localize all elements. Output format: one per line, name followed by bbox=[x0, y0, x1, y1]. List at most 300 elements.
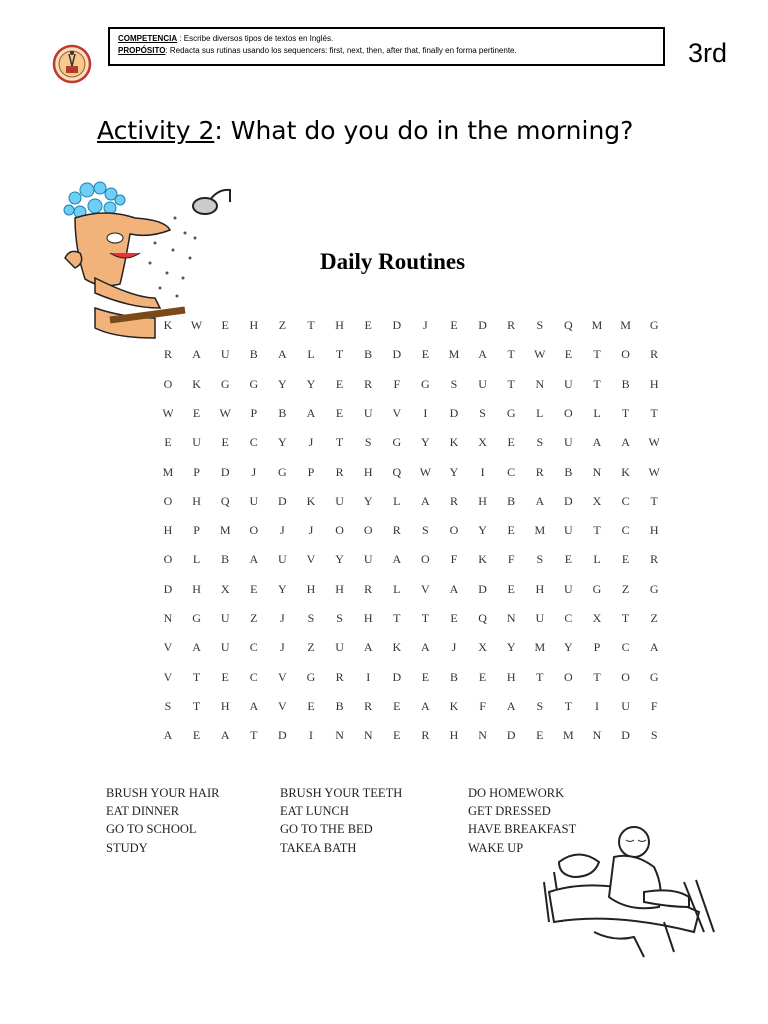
grid-letter: O bbox=[421, 552, 430, 567]
grid-letter: I bbox=[366, 669, 371, 684]
grid-letter: T bbox=[507, 347, 515, 362]
grid-letter: T bbox=[335, 435, 344, 450]
grid-letter: S bbox=[536, 318, 544, 332]
grid-letter: L bbox=[393, 581, 401, 596]
grid-letter: E bbox=[307, 698, 315, 713]
grid-letter: H bbox=[192, 581, 201, 596]
grid-letter: V bbox=[278, 698, 287, 713]
grid-letter: A bbox=[249, 698, 259, 713]
grid-letter: R bbox=[507, 318, 516, 332]
grid-letter: B bbox=[449, 669, 458, 684]
grid-letter: E bbox=[393, 728, 401, 743]
grid-letter: C bbox=[621, 493, 630, 508]
grid-letter: T bbox=[421, 611, 430, 625]
grid-letter: T bbox=[621, 611, 630, 625]
grid-letter: U bbox=[220, 611, 230, 625]
grid-letter: K bbox=[621, 464, 630, 479]
grid-letter: G bbox=[392, 435, 402, 450]
grid-letter: E bbox=[507, 435, 515, 450]
grid-letter: M bbox=[591, 318, 603, 332]
grid-letter: R bbox=[335, 464, 344, 479]
grid-letter: G bbox=[649, 669, 659, 684]
grid-letter: Y bbox=[421, 435, 430, 450]
grid-letter: E bbox=[335, 405, 344, 420]
grid-letter: E bbox=[450, 611, 458, 625]
grid-letter: E bbox=[221, 318, 229, 332]
grid-letter: D bbox=[278, 493, 287, 508]
grid-letter: X bbox=[592, 611, 602, 625]
grid-row bbox=[158, 611, 668, 631]
grid-letter: L bbox=[192, 552, 201, 567]
grid-letter: H bbox=[192, 493, 201, 508]
grid-letter: M bbox=[534, 640, 546, 655]
grid-letter: U bbox=[335, 640, 344, 655]
grid-letter: X bbox=[592, 493, 602, 508]
word-item: EAT DINNER bbox=[106, 804, 180, 819]
grid-letter: R bbox=[392, 523, 401, 538]
grid-letter: Z bbox=[650, 611, 658, 625]
proposito-text: : Redacta sus rutinas usando los sequencers: first, next, then, after that, finally en forma pertinente. bbox=[165, 46, 517, 55]
grid-letter: U bbox=[564, 435, 573, 450]
grid-letter: B bbox=[335, 698, 344, 713]
grid-letter: F bbox=[650, 698, 658, 713]
grid-letter: S bbox=[536, 435, 544, 450]
grid-letter: T bbox=[536, 669, 544, 684]
grid-row bbox=[158, 670, 668, 690]
grid-letter: R bbox=[650, 552, 659, 567]
grid-letter: O bbox=[163, 552, 173, 567]
grid-letter: B bbox=[364, 347, 373, 362]
grid-letter: Y bbox=[278, 376, 287, 391]
grid-letter: E bbox=[250, 581, 258, 596]
grid-letter: O bbox=[249, 523, 259, 538]
grid-letter: P bbox=[250, 405, 258, 420]
grid-letter: O bbox=[621, 347, 630, 362]
grid-letter: H bbox=[306, 581, 316, 596]
grid-letter: T bbox=[507, 376, 515, 391]
word-search-grid bbox=[158, 318, 668, 758]
grid-letter: J bbox=[308, 435, 314, 450]
grid-letter: S bbox=[536, 698, 544, 713]
grid-letter: S bbox=[364, 435, 372, 450]
grid-letter: U bbox=[564, 523, 573, 538]
grid-letter: E bbox=[393, 698, 401, 713]
grid-letter: A bbox=[449, 581, 459, 596]
grid-letter: V bbox=[392, 405, 402, 420]
word-item: GET DRESSED bbox=[468, 804, 551, 819]
grid-letter: K bbox=[449, 435, 459, 450]
grid-letter: Y bbox=[335, 552, 344, 567]
grid-letter: K bbox=[163, 318, 173, 332]
grid-letter: K bbox=[192, 376, 201, 391]
grid-letter: O bbox=[564, 669, 573, 684]
grid-letter: O bbox=[163, 376, 173, 391]
grid-letter: B bbox=[564, 464, 573, 479]
grid-letter: C bbox=[507, 464, 516, 479]
grid-letter: N bbox=[592, 464, 602, 479]
grid-letter: B bbox=[221, 552, 230, 567]
grid-letter: S bbox=[479, 405, 486, 420]
grid-letter: M bbox=[563, 728, 574, 743]
grid-letter: C bbox=[621, 640, 630, 655]
grid-letter: G bbox=[249, 376, 259, 391]
grid-letter: U bbox=[335, 493, 344, 508]
grid-letter: R bbox=[449, 493, 458, 508]
grid-letter: W bbox=[534, 347, 546, 362]
grid-letter: A bbox=[621, 435, 630, 450]
grid-letter: N bbox=[335, 728, 344, 743]
grid-letter: T bbox=[335, 347, 344, 362]
grid-letter: B bbox=[249, 347, 258, 362]
grid-letter: E bbox=[421, 347, 430, 362]
grid-letter: Q bbox=[392, 464, 402, 479]
grid-letter: V bbox=[421, 581, 430, 596]
grid-letter: F bbox=[479, 698, 486, 713]
grid-letter: Z bbox=[250, 611, 258, 625]
grid-letter: A bbox=[192, 347, 201, 362]
grid-letter: H bbox=[335, 581, 344, 596]
grid-letter: D bbox=[478, 318, 487, 332]
grid-letter: Q bbox=[564, 318, 573, 332]
grid-letter: G bbox=[421, 376, 430, 391]
grid-letter: U bbox=[363, 405, 373, 420]
grid-letter: C bbox=[249, 669, 258, 684]
word-column-1 bbox=[106, 784, 219, 857]
grid-letter: T bbox=[593, 347, 601, 362]
grid-letter: E bbox=[364, 318, 372, 332]
grid-letter: U bbox=[220, 640, 230, 655]
grid-letter: S bbox=[422, 523, 429, 538]
grid-row bbox=[158, 523, 668, 543]
grid-letter: B bbox=[621, 376, 630, 391]
grid-letter: L bbox=[593, 405, 601, 420]
grid-letter: V bbox=[163, 669, 173, 684]
grid-letter: L bbox=[536, 405, 544, 420]
competencia-line bbox=[118, 33, 655, 45]
grid-letter: E bbox=[192, 405, 201, 420]
grid-letter: R bbox=[421, 728, 430, 743]
grid-row bbox=[158, 318, 668, 338]
grid-letter: N bbox=[592, 728, 602, 743]
grid-letter: A bbox=[249, 552, 259, 567]
grid-letter: A bbox=[649, 640, 659, 655]
grid-letter: U bbox=[564, 581, 573, 596]
grid-letter: E bbox=[564, 552, 573, 567]
grid-letter: P bbox=[193, 523, 200, 538]
grid-letter: D bbox=[564, 493, 573, 508]
grid-letter: H bbox=[649, 523, 659, 538]
grid-letter: X bbox=[478, 435, 487, 450]
grid-letter: P bbox=[193, 464, 200, 479]
grid-letter: D bbox=[621, 728, 630, 743]
grid-letter: X bbox=[478, 640, 487, 655]
grid-letter: R bbox=[535, 464, 544, 479]
grid-letter: E bbox=[507, 523, 515, 538]
grid-letter: O bbox=[363, 523, 373, 538]
grid-letter: A bbox=[306, 405, 316, 420]
grid-letter: U bbox=[192, 435, 201, 450]
word-item: TAKEA BATH bbox=[280, 840, 357, 855]
grid-letter: H bbox=[220, 698, 230, 713]
grid-letter: H bbox=[163, 523, 173, 538]
grid-letter: U bbox=[621, 698, 630, 713]
grid-row bbox=[158, 406, 668, 426]
word-column-2 bbox=[280, 784, 402, 857]
grid-letter: D bbox=[220, 464, 230, 479]
grid-letter: A bbox=[363, 640, 373, 655]
grid-letter: A bbox=[506, 698, 516, 713]
word-item: EAT LUNCH bbox=[280, 804, 349, 819]
grid-letter: N bbox=[535, 376, 545, 391]
grid-letter: I bbox=[423, 405, 428, 420]
grid-letter: W bbox=[219, 405, 231, 420]
grid-letter: U bbox=[535, 611, 545, 625]
grid-letter: A bbox=[392, 552, 402, 567]
grid-letter: G bbox=[506, 405, 516, 420]
grid-letter: W bbox=[648, 464, 660, 479]
grid-letter: L bbox=[307, 347, 315, 362]
grid-letter: S bbox=[450, 376, 458, 391]
grid-letter: U bbox=[278, 552, 287, 567]
word-item: DO HOMEWORK bbox=[468, 786, 565, 800]
activity-heading bbox=[97, 116, 633, 145]
grid-letter: U bbox=[478, 376, 487, 391]
grid-letter: O bbox=[335, 523, 344, 538]
grid-row bbox=[158, 435, 668, 455]
grid-letter: H bbox=[649, 376, 659, 391]
grid-letter: U bbox=[249, 493, 259, 508]
grid-letter: Z bbox=[307, 640, 315, 655]
grade-label: 3rd bbox=[688, 38, 728, 68]
grid-letter: R bbox=[364, 698, 373, 713]
grid-letter: C bbox=[249, 435, 258, 450]
grid-letter: C bbox=[564, 611, 573, 625]
grid-letter: T bbox=[650, 405, 658, 420]
grid-letter: S bbox=[336, 611, 343, 625]
grid-letter: Q bbox=[220, 493, 230, 508]
grid-letter: E bbox=[621, 552, 630, 567]
grid-letter: F bbox=[507, 552, 515, 567]
grid-letter: A bbox=[421, 640, 430, 655]
grid-letter: A bbox=[220, 728, 230, 743]
grid-letter: H bbox=[449, 728, 459, 743]
grid-letter: E bbox=[221, 669, 229, 684]
grid-letter: T bbox=[593, 376, 601, 391]
grid-letter: G bbox=[592, 581, 602, 596]
word-item: GO TO SCHOOL bbox=[106, 822, 197, 837]
grid-letter: M bbox=[620, 318, 631, 332]
grid-letter: R bbox=[163, 347, 172, 362]
grid-letter: N bbox=[363, 728, 373, 743]
proposito-line bbox=[118, 45, 655, 57]
grid-letter: A bbox=[421, 698, 430, 713]
word-item: BRUSH YOUR HAIR bbox=[106, 786, 220, 800]
grid-letter: K bbox=[392, 640, 402, 655]
grid-letter: Z bbox=[278, 318, 287, 332]
grid-letter: J bbox=[280, 611, 285, 625]
grid-letter: J bbox=[451, 640, 457, 655]
grid-letter: E bbox=[536, 728, 544, 743]
grid-row bbox=[158, 640, 668, 660]
grid-letter: N bbox=[506, 611, 516, 625]
grid-letter: Y bbox=[506, 640, 516, 655]
grid-letter: T bbox=[621, 405, 630, 420]
grid-row bbox=[158, 494, 668, 514]
grid-letter: G bbox=[278, 464, 287, 479]
grid-letter: M bbox=[534, 523, 546, 538]
competencia-text: : Escribe diversos tipos de textos en Inglés. bbox=[177, 34, 334, 43]
grid-letter: R bbox=[364, 581, 373, 596]
grid-letter: S bbox=[536, 552, 544, 567]
grid-letter: J bbox=[251, 464, 257, 479]
grid-letter: Y bbox=[564, 640, 573, 655]
activity-question: : What do you do in the morning? bbox=[214, 116, 634, 145]
grid-letter: M bbox=[162, 464, 174, 479]
grid-row bbox=[158, 552, 668, 572]
grid-letter: T bbox=[250, 728, 258, 743]
grid-letter: T bbox=[593, 523, 601, 538]
grid-letter: S bbox=[650, 728, 658, 743]
grid-letter: R bbox=[364, 376, 373, 391]
grid-letter: Y bbox=[278, 581, 287, 596]
grid-letter: H bbox=[478, 493, 487, 508]
grid-letter: E bbox=[221, 435, 229, 450]
grid-letter: Z bbox=[621, 581, 630, 596]
grid-letter: T bbox=[192, 669, 201, 684]
word-item: HAVE BREAKFAST bbox=[468, 822, 577, 837]
grid-letter: D bbox=[278, 728, 287, 743]
grid-letter: B bbox=[507, 493, 516, 508]
grid-letter: T bbox=[393, 611, 401, 625]
grid-letter: U bbox=[220, 347, 230, 362]
sleeping-man-cartoon-icon bbox=[534, 822, 716, 962]
grid-letter: V bbox=[163, 640, 173, 655]
grid-letter: T bbox=[192, 698, 201, 713]
grid-letter: J bbox=[308, 523, 314, 538]
grid-letter: D bbox=[392, 347, 402, 362]
grid-letter: S bbox=[164, 698, 172, 713]
grid-letter: A bbox=[163, 728, 173, 743]
grid-letter: Y bbox=[363, 493, 373, 508]
grid-letter: E bbox=[564, 347, 573, 362]
grid-row bbox=[158, 465, 668, 485]
grid-letter: I bbox=[480, 464, 485, 479]
grid-letter: H bbox=[506, 669, 516, 684]
puzzle-title: Daily Routines bbox=[320, 249, 466, 274]
grid-row bbox=[158, 582, 668, 602]
grid-letter: J bbox=[280, 640, 285, 655]
grid-letter: Y bbox=[278, 435, 287, 450]
grid-letter: P bbox=[307, 464, 315, 479]
grid-letter: G bbox=[306, 669, 316, 684]
grid-letter: V bbox=[306, 552, 316, 567]
grid-letter: X bbox=[220, 581, 230, 596]
grid-letter: A bbox=[192, 640, 201, 655]
grid-letter: I bbox=[595, 698, 599, 713]
grid-letter: D bbox=[392, 669, 402, 684]
grid-letter: H bbox=[363, 611, 373, 625]
grid-letter: J bbox=[280, 523, 285, 538]
grid-letter: D bbox=[506, 728, 516, 743]
grid-letter: E bbox=[450, 318, 458, 332]
grid-letter: L bbox=[593, 552, 601, 567]
grid-letter: D bbox=[478, 581, 487, 596]
grid-letter: G bbox=[649, 581, 659, 596]
word-item: STUDY bbox=[106, 840, 148, 855]
grid-letter: C bbox=[621, 523, 630, 538]
word-item: BRUSH YOUR TEETH bbox=[280, 786, 403, 800]
grid-letter: J bbox=[423, 318, 428, 332]
grid-letter: C bbox=[249, 640, 258, 655]
grid-letter: T bbox=[650, 493, 658, 508]
proposito-label: PROPÓSITO bbox=[118, 46, 166, 55]
grid-letter: H bbox=[249, 318, 259, 332]
grid-letter: G bbox=[220, 376, 230, 391]
grid-letter: V bbox=[278, 669, 287, 684]
grid-letter: F bbox=[393, 376, 401, 391]
grid-letter: U bbox=[363, 552, 373, 567]
grid-letter: W bbox=[162, 405, 174, 420]
grid-letter: E bbox=[335, 376, 344, 391]
grid-row bbox=[158, 347, 668, 367]
grid-letter: E bbox=[507, 581, 515, 596]
grid-letter: D bbox=[392, 318, 402, 332]
grid-letter: T bbox=[593, 669, 601, 684]
grid-letter: K bbox=[449, 698, 459, 713]
grid-letter: E bbox=[192, 728, 201, 743]
grid-letter: H bbox=[363, 464, 373, 479]
grid-letter: F bbox=[450, 552, 458, 567]
grid-letter: N bbox=[478, 728, 487, 743]
grid-letter: Y bbox=[478, 523, 487, 538]
school-logo-icon bbox=[52, 44, 92, 84]
grid-row bbox=[158, 377, 668, 397]
grid-letter: W bbox=[648, 435, 660, 450]
grid-letter: G bbox=[192, 611, 201, 625]
header-box bbox=[108, 27, 665, 66]
grid-letter: L bbox=[393, 493, 401, 508]
grid-letter: Y bbox=[306, 376, 316, 391]
grid-letter: A bbox=[278, 347, 287, 362]
grid-letter: M bbox=[219, 523, 231, 538]
grid-letter: E bbox=[421, 669, 430, 684]
grid-letter: O bbox=[621, 669, 630, 684]
grid-letter: R bbox=[650, 347, 659, 362]
grid-letter: E bbox=[478, 669, 487, 684]
grid-letter: B bbox=[278, 405, 287, 420]
grid-letter: T bbox=[564, 698, 573, 713]
activity-label: Activity 2 bbox=[97, 116, 215, 145]
grid-letter: S bbox=[307, 611, 315, 625]
grid-letter: Y bbox=[449, 464, 459, 479]
grid-letter: H bbox=[335, 318, 344, 332]
grid-letter: R bbox=[335, 669, 344, 684]
grid-letter: W bbox=[419, 464, 432, 479]
grid-letter: O bbox=[449, 523, 459, 538]
grid-row bbox=[158, 728, 668, 748]
grid-letter: D bbox=[163, 581, 173, 596]
grid-letter: Q bbox=[478, 611, 487, 625]
grid-row bbox=[158, 699, 668, 719]
grid-letter: A bbox=[478, 347, 487, 362]
word-item: WAKE UP bbox=[468, 840, 524, 855]
grid-letter: D bbox=[449, 405, 459, 420]
grid-letter: K bbox=[478, 552, 487, 567]
word-item: GO TO THE BED bbox=[280, 822, 373, 837]
competencia-label: COMPETENCIA bbox=[118, 34, 178, 43]
grid-letter: H bbox=[535, 581, 545, 596]
grid-letter: W bbox=[190, 318, 203, 332]
